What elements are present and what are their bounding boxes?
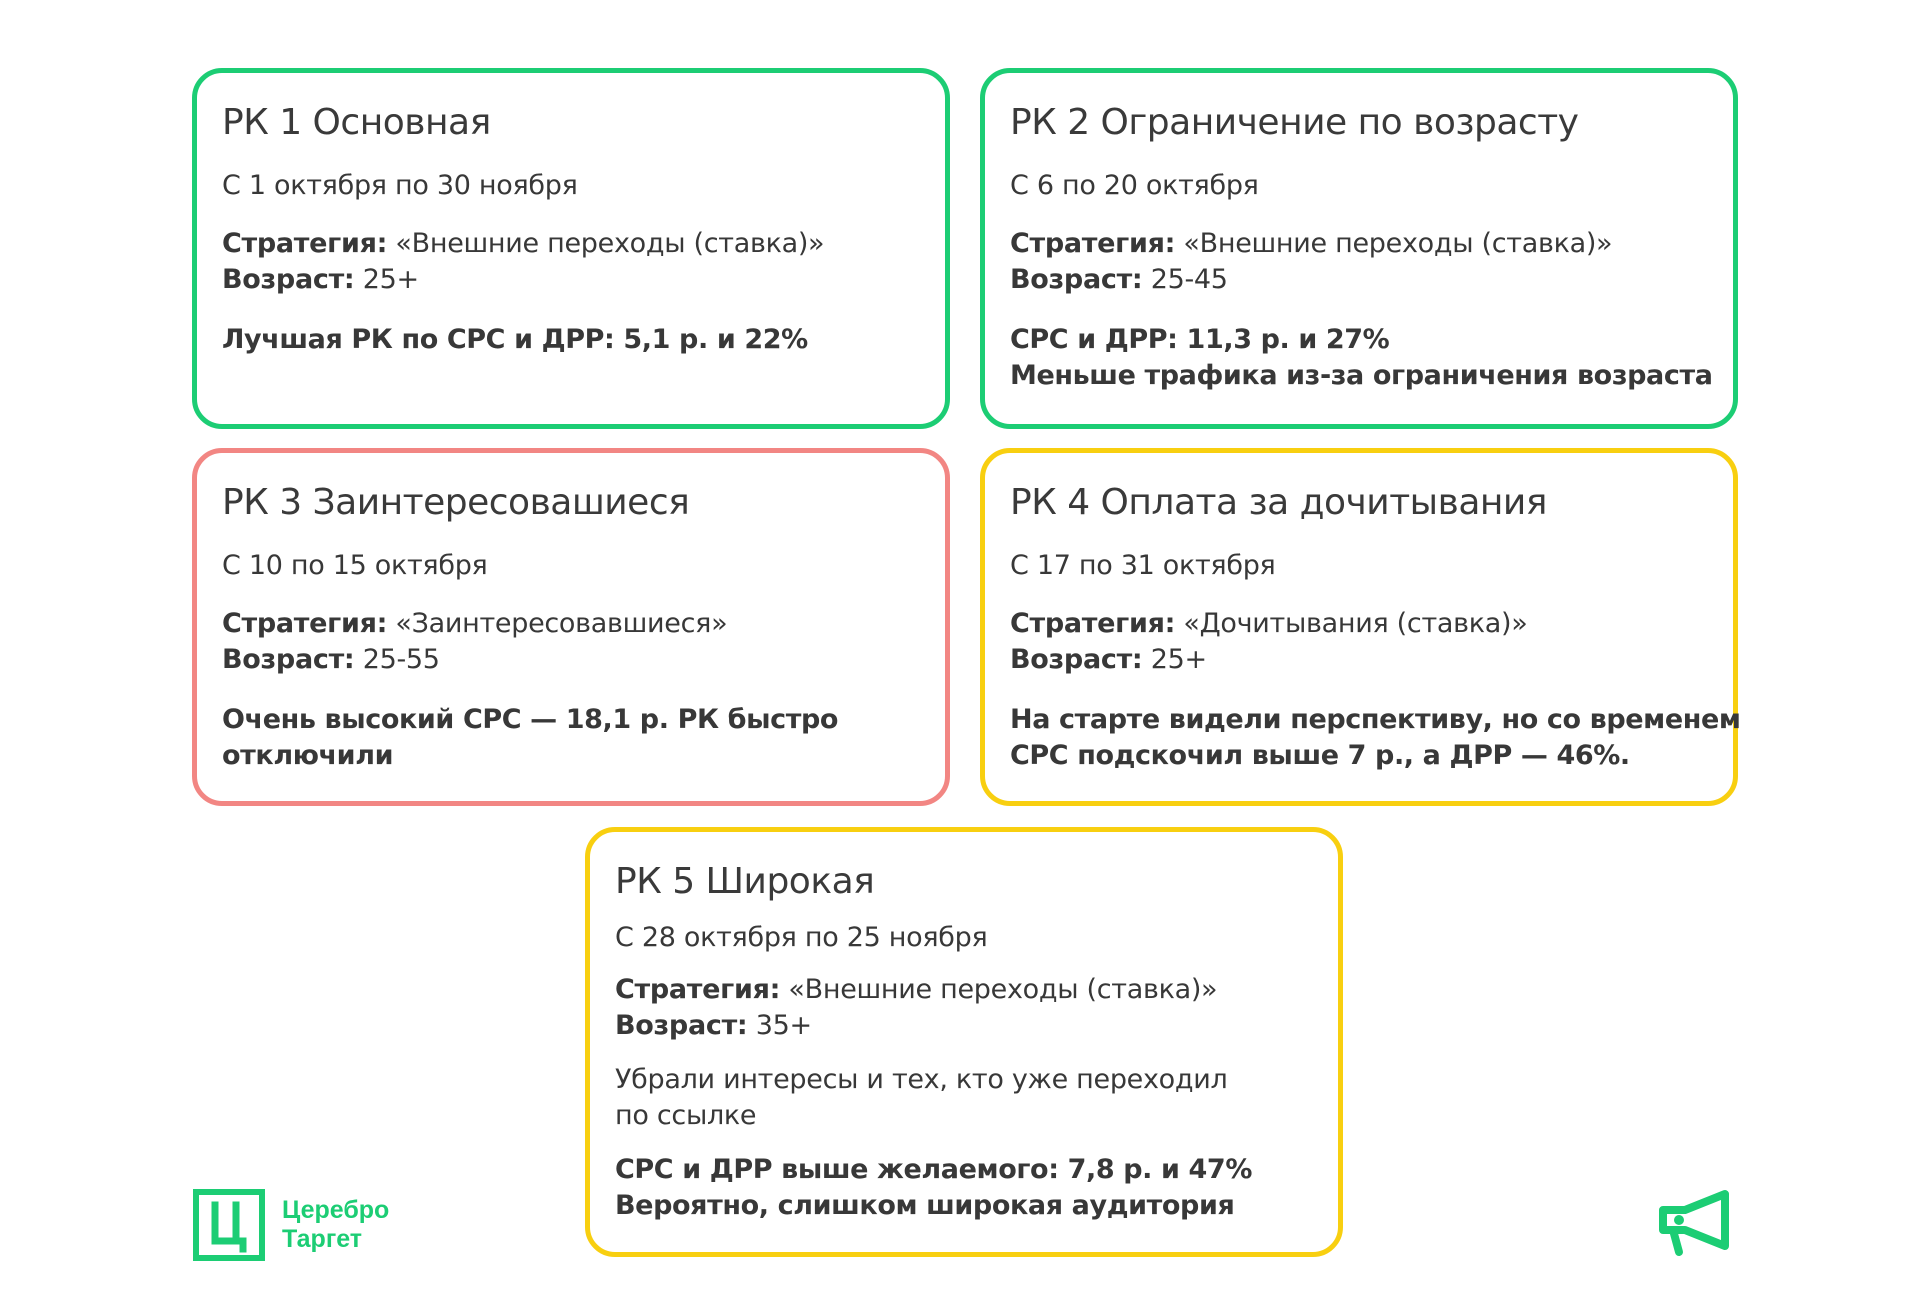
age-label: Возраст: [1010, 263, 1143, 295]
result-line: отключили [222, 739, 394, 771]
result-line: Лучшая РК по CPC и ДРР: 5,1 р. и 22% [222, 323, 808, 355]
age-label: Возраст: [1010, 643, 1143, 675]
strategy-line [222, 606, 915, 642]
card-title: РК 2 Ограничение по возрасту [1010, 102, 1579, 143]
age-label: Возраст: [615, 1009, 748, 1041]
strategy-line [222, 226, 915, 262]
campaign-card-5 [585, 827, 1343, 1257]
note-line: по ссылке [615, 1099, 757, 1131]
age-label: Возраст: [222, 263, 355, 295]
logo-text [282, 1196, 389, 1254]
strategy-line [615, 972, 1308, 1008]
campaign-card-1 [192, 68, 950, 429]
age-value: 25+ [1142, 643, 1207, 675]
age-label: Возраст: [222, 643, 355, 675]
strategy-value: «Заинтересовавшиеся» [387, 607, 728, 639]
campaign-card-4 [980, 448, 1741, 806]
strategy-label: Стратегия: [1010, 227, 1176, 259]
note-line: Убрали интересы и тех, кто уже переходил [615, 1063, 1228, 1095]
logo-line-1: Церебро [282, 1196, 390, 1224]
age-line [615, 1008, 1308, 1044]
result-line: CPC и ДРР выше желаемого: 7,8 р. и 47% [615, 1153, 1252, 1185]
strategy-value: «Дочитывания (ставка)» [1175, 607, 1528, 639]
strategy-label: Стратегия: [222, 227, 388, 259]
card-dates: С 28 октября по 25 ноября [615, 921, 988, 953]
strategy-label: Стратегия: [1010, 607, 1176, 639]
card-title: РК 5 Широкая [615, 861, 875, 902]
card-dates: С 10 по 15 октября [222, 549, 488, 581]
card-title: РК 4 Оплата за дочитывания [1010, 482, 1547, 523]
card-dates: С 17 по 31 октября [1010, 549, 1276, 581]
card-title: РК 3 Заинтересовашиеся [222, 482, 690, 523]
strategy-label: Стратегия: [615, 973, 781, 1005]
campaign-card-3 [192, 448, 950, 806]
logo-mark-icon [193, 1189, 265, 1261]
strategy-value: «Внешние переходы (ставка)» [387, 227, 825, 259]
strategy-value: «Внешние переходы (ставка)» [1175, 227, 1613, 259]
result-line: На старте видели перспективу, но со временем [1010, 703, 1741, 735]
card-dates: С 6 по 20 октября [1010, 169, 1259, 201]
age-value: 25-45 [1142, 263, 1228, 295]
age-value: 25+ [354, 263, 419, 295]
campaign-card-2 [980, 68, 1738, 429]
age-line [1010, 262, 1703, 298]
strategy-value: «Внешние переходы (ставка)» [780, 973, 1218, 1005]
brand-logo [193, 1189, 389, 1261]
age-value: 25-55 [354, 643, 440, 675]
strategy-line [1010, 606, 1703, 642]
result-line: Меньше трафика из-за ограничения возраста [1010, 359, 1713, 391]
strategy-line [1010, 226, 1703, 262]
result-line: CPC и ДРР: 11,3 р. и 27% [1010, 323, 1390, 355]
card-dates: С 1 октября по 30 ноября [222, 169, 578, 201]
age-line [222, 262, 915, 298]
megaphone-icon [1655, 1188, 1737, 1260]
result-line: Вероятно, слишком широкая аудитория [615, 1189, 1235, 1221]
result-line: CPC подскочил выше 7 р., а ДРР — 46%. [1010, 739, 1630, 771]
strategy-label: Стратегия: [222, 607, 388, 639]
age-line [1010, 642, 1703, 678]
result-line: Очень высокий CPC — 18,1 р. РК быстро [222, 703, 839, 735]
age-value: 35+ [747, 1009, 812, 1041]
card-title: РК 1 Основная [222, 102, 491, 143]
logo-line-2: Таргет [282, 1225, 363, 1253]
age-line [222, 642, 915, 678]
